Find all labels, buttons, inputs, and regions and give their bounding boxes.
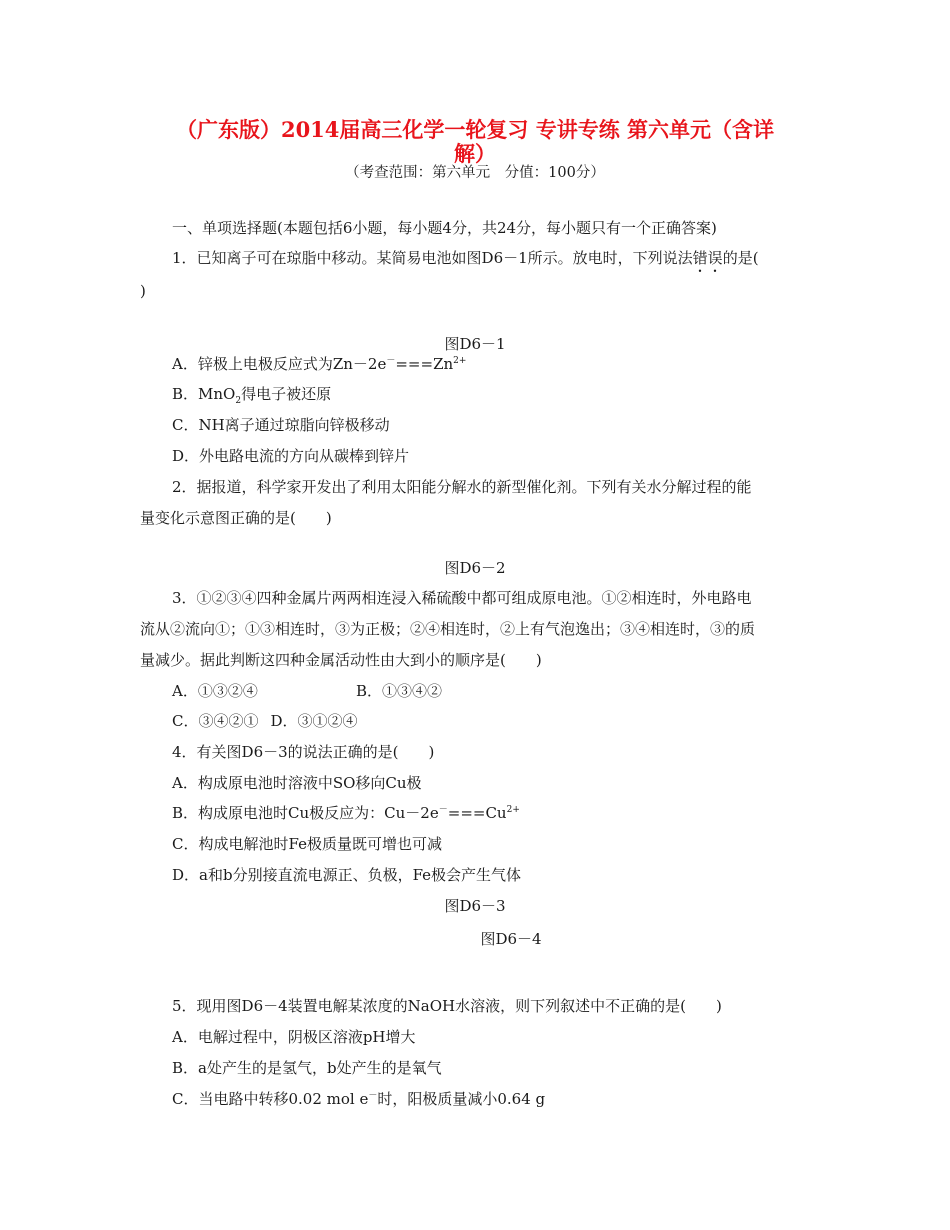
figure-caption-d6-2: 图D6－2 (444, 559, 506, 577)
q5-stem: 5．现用图D6－4装置电解某浓度的NaOH水溶液，则下列叙述中不正确的是( ) (172, 997, 722, 1015)
q1-opt-a-sup2: 2+ (453, 356, 467, 366)
figure-caption-d6-1: 图D6－1 (444, 335, 506, 353)
q2-stem-line2: 量变化示意图正确的是( ) (140, 509, 332, 527)
q2-stem-line1: 2．据报道，科学家开发出了利用太阳能分解水的新型催化剂。下列有关水分解过程的能 (172, 478, 752, 496)
q4-stem: 4．有关图D6－3的说法正确的是( ) (172, 743, 435, 761)
q4-opt-b-mid: ===Cu (447, 804, 507, 822)
q5-opt-c-text: C．当电路中转移0.02 mol e (172, 1090, 369, 1108)
figure-caption-d6-4: 图D6－4 (480, 930, 542, 948)
q4-opt-b-text: B．构成原电池时Cu极反应为：Cu－2e (172, 804, 439, 822)
q3-option-a: A．①③②④ (172, 682, 258, 700)
q1-option-b (172, 383, 331, 405)
q1-stem-b: 的是( (722, 249, 759, 267)
figure-caption-d6-3: 图D6－3 (444, 897, 506, 915)
q5-option-c (172, 1088, 545, 1110)
q1-option-d: D．外电路电流的方向从碳棒到锌片 (172, 447, 410, 465)
q3-stem-line2: 流从②流向①；①③相连时，③为正极；②④相连时，②上有气泡逸出；③④相连时，③的质 (140, 620, 756, 638)
q4-option-b (172, 802, 520, 824)
section-heading: 一、单项选择题(本题包括6小题，每小题4分，共24分，每小题只有一个正确答案) (172, 219, 717, 237)
q4-option-a: A．构成原电池时溶液中SO移向Cu极 (172, 774, 422, 792)
q4-option-d: D．a和b分别接直流电源正、负极，Fe极会产生气体 (172, 866, 522, 884)
q1-stem-line2: ) (140, 282, 146, 300)
q1-stem-line1 (172, 247, 759, 276)
q5-option-b: B．a处产生的是氢气，b处产生的是氧气 (172, 1059, 442, 1077)
q1-option-a (172, 353, 466, 375)
q5-opt-c-post: 时，阳极质量减小0.64 g (377, 1090, 546, 1108)
q3-option-d: D．③①②④ (270, 712, 358, 730)
q1-opt-b-text: B．MnO (172, 385, 236, 403)
q5-opt-c-sup: － (368, 1091, 378, 1101)
q1-opt-b-sub: 2 (235, 396, 242, 406)
q3-stem-line1: 3．①②③④四种金属片两两相连浸入稀硫酸中都可组成原电池。①②相连时，外电路电 (172, 589, 752, 607)
q1-option-c: C．NH离子通过琼脂向锌极移动 (172, 416, 390, 434)
q4-opt-b-sup1: － (438, 805, 448, 815)
q3-option-b: B．①③④② (356, 682, 443, 700)
q3-option-cd (172, 710, 358, 732)
q4-opt-b-sup2: 2+ (506, 805, 520, 815)
q1-stem-a: 1．已知离子可在琼脂中移动。某简易电池如图D6－1所示。放电时，下列说法 (172, 249, 693, 267)
q1-opt-a-text: A．锌极上电极反应式为Zn－2e (172, 355, 387, 373)
q5-option-a: A．电解过程中，阴极区溶液pH增大 (172, 1028, 416, 1046)
document-subtitle: （考查范围：第六单元 分值：100分） (345, 165, 605, 181)
document-title-line2: 解） (454, 141, 496, 166)
q3-stem-line3: 量减少。据此判断这四种金属活动性由大到小的顺序是( ) (140, 651, 542, 669)
q1-stem-emphasis: 错误 (692, 249, 723, 267)
q4-option-c: C．构成电解池时Fe极质量既可增也可减 (172, 835, 442, 853)
document-title-line1: （广东版）2014届高三化学一轮复习 专讲专练 第六单元（含详 (175, 117, 775, 142)
q1-opt-b-post: 得电子被还原 (241, 385, 332, 403)
q1-opt-a-mid: ===Zn (395, 355, 454, 373)
q1-opt-a-sup1: － (386, 356, 396, 366)
q3-option-c: C．③④②① (172, 712, 259, 730)
